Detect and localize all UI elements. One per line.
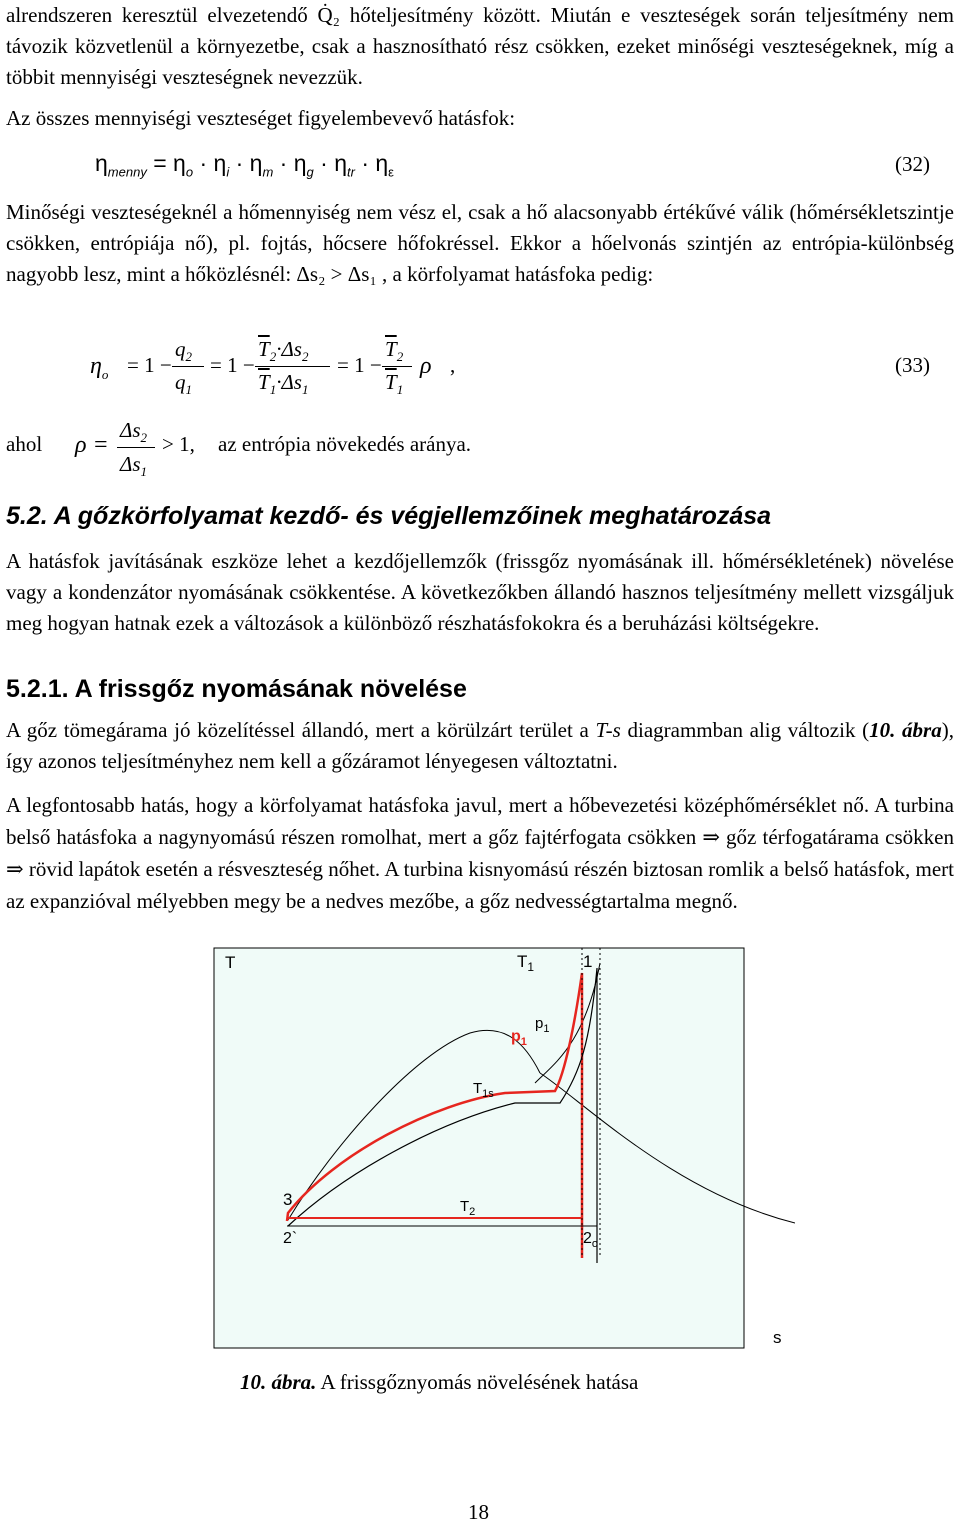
section-heading-5-2: 5.2. A gőzkörfolyamat kezdő- és végjellemzőinek meghatározása — [6, 502, 772, 530]
efficiency-intro: Az összes mennyiségi veszteséget figyelembevevő hatásfok: — [6, 106, 516, 130]
intro-paragraph: alrendszeren keresztül elvezetendő Q̇₂ hőteljesítmény között. Miután e veszteségek során teljesítmény nem távozik közvetlenül a környezetbe, csak a hasznosítható rész csökken, ezeket minőségi veszteségeknek, míg a többit mennyiségi veszteségnek nevezzük. — [6, 3, 954, 89]
quality-loss-paragraph: Minőségi veszteségeknél a hőmennyiség nem vész el, csak a hő alacsonyabb értékűvé válik (hőmérsékletszintje csökken, entrópiája nő), pl. fojtás, hőcsere hőfokréssel. Ekkor a hőelvonás szintjén az entrópia-különbség nagyobb lesz, mint a hőközlésnél: Δs₂ > Δs₁ , a körfolyamat hatásfoka pedig: — [6, 200, 954, 286]
label-three: 3 — [283, 1190, 293, 1209]
label-s: s — [773, 1328, 782, 1347]
label-T1s: $T_{1s}$ — [473, 1080, 494, 1100]
diagram-frame — [214, 948, 744, 1348]
label-2-prime: 2` — [283, 1230, 298, 1247]
label-T1: $T_1$ — [517, 952, 535, 974]
label-one: 1 — [583, 952, 593, 971]
equation-33-number: (33) — [895, 353, 930, 377]
rho-description: az entrópia növekedés aránya. — [218, 432, 472, 456]
section-heading-5-2-1: 5.2.1. A frissgőz nyomásának növelése — [6, 675, 467, 703]
page-number: 18 — [468, 1500, 489, 1524]
ts-diagram — [205, 943, 795, 1365]
section-5-2-1-paragraph-a: A gőz tömegárama jó közelítéssel állandó, mert a körülzárt terület a T-s diagrammban alig változik (10. ábra), így azonos teljesítményhez nem kell a gőzáramot lényegesen változtatni. — [6, 718, 954, 773]
label-T: T — [225, 953, 236, 972]
label-p1-red: $p_1$ — [511, 1028, 527, 1048]
section-5-2-paragraph: A hatásfok javításának eszköze lehet a kezdőjellemzők (frissgőz nyomásának ill. hőmérsékletének) növelése vagy a kondenzátor nyomásának csökkentése. A következőkben állandó hasznos teljesítmény mellett vizsgáljuk meg hogyan hatnak ezek a változások a különböző részhatásfokokra és a beruházási költségekre. — [6, 549, 954, 635]
equation-32: $\eta_{menny} = \eta_o \cdot \eta_i \cdot \eta_m \cdot \eta_g \cdot \eta_{tr} \cdot \eta_\varepsilon$ — [95, 150, 394, 180]
section-5-2-1-paragraph-b: A legfontosabb hatás, hogy a körfolyamat hatásfoka javul, mert a hőbevezetési középhőmérséklet nő. A turbina belső hatásfoka a nagynyomású részen romolhat, mert a gőz fajtérfogata csökken ⇒ gőz térfogatárama csökken ⇒ rövid lapátok esetén a résveszteség nőhet. A turbina kisnyomású részén biztosan romlik a belső hatásfok, mert az expanzióval mélyebben megy be a nedves mezőbe, a gőz nedvességtartalma megnő. — [6, 793, 954, 913]
equation-32-number: (32) — [895, 152, 930, 176]
ahol-label: ahol — [6, 432, 43, 456]
label-T2: $T_2$ — [460, 1198, 476, 1218]
label-p1-black: $p_1$ — [535, 1015, 550, 1035]
label-2o: $2_o$ — [583, 1230, 599, 1250]
figure-caption: 10. ábra. A frissgőznyomás növelésének hatása — [240, 1370, 639, 1394]
figure-10 — [205, 943, 795, 1365]
